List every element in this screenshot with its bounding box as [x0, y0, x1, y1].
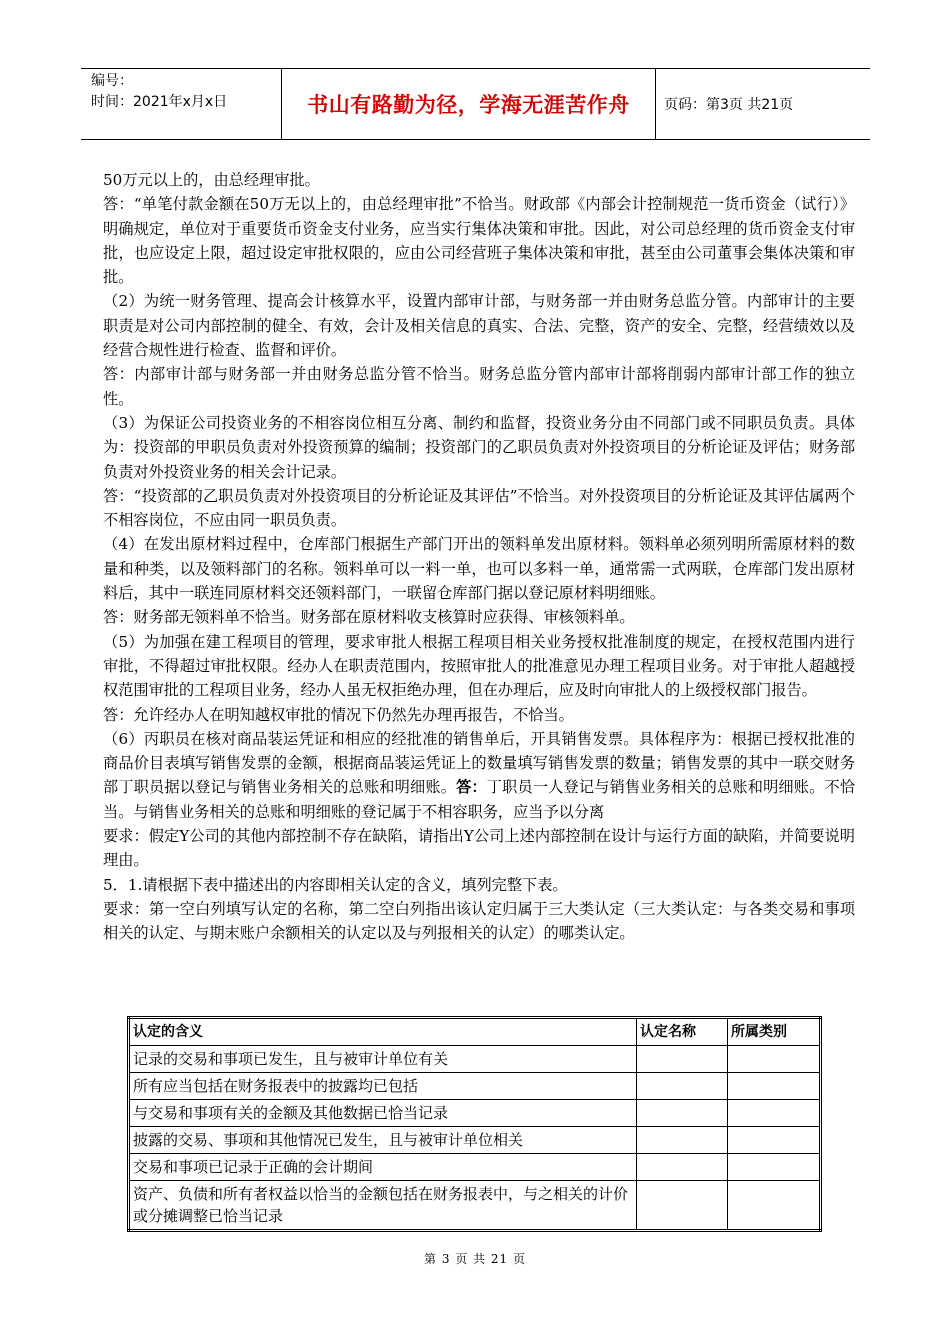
table-cell-name	[637, 1127, 728, 1154]
table-cell-category	[728, 1127, 821, 1154]
table-cell-category	[728, 1073, 821, 1100]
header-page-label: 页码：第3页 共21页	[664, 97, 794, 113]
paragraph: 答：财务部无领料单不恰当。财务部在原材料收支核算时应获得、审核领料单。	[103, 608, 635, 627]
paragraph: （2）为统一财务管理、提高会计核算水平，设置内部审计部，与财务部一并由财务总监分管。内部审计的主要职责是对公司内部控制的健全、有效，会计及相关信息的真实、合法、完整，资产的安全、完整，经营绩效以及经营合规性进行检查、监督和评价。	[103, 292, 855, 360]
table-row	[129, 1154, 821, 1181]
assertions-table	[127, 1016, 822, 1232]
paragraph: 要求：假定Y公司的其他内部控制不存在缺陷，请指出Y公司上述内部控制在设计与运行方面的缺陷，并简要说明理由。	[103, 827, 855, 870]
table-header-meaning: 认定的含义	[129, 1018, 637, 1046]
table-header-category: 所属类别	[728, 1018, 821, 1046]
table-row	[129, 1100, 821, 1127]
table-cell-meaning: 交易和事项已记录于正确的会计期间	[129, 1154, 637, 1181]
table-header-row	[129, 1018, 821, 1046]
paragraph: 答：允许经办人在明知越权审批的情况下仍然先办理再报告，不恰当。	[103, 705, 574, 724]
table-cell-category	[728, 1046, 821, 1073]
paragraph: 答：“单笔付款金额在50万无以上的，由总经理审批”不恰当。财政部《内部会计控制规范一货币资金（试行）》明确规定，单位对于重要货币资金支付业务，应当实行集体决策和审批。因此，对公司总经理的货币资金支付审批，也应设定上限，超过设定审批权限的，应由公司经营班子集体决策和审批，甚至由公司董事会集体决策和审批。	[103, 195, 855, 287]
table-cell-category	[728, 1154, 821, 1181]
table-cell-name	[637, 1181, 728, 1231]
paragraph-6	[103, 727, 855, 824]
table-row	[129, 1181, 821, 1231]
table-cell-meaning: 与交易和事项有关的金额及其他数据已恰当记录	[129, 1100, 637, 1127]
document-number-label: 编号：	[91, 73, 133, 89]
document-body	[103, 168, 855, 946]
paragraph: （5）为加强在建工程项目的管理，要求审批人根据工程项目相关业务授权批准制度的规定，在授权范围内进行审批，不得超过审批权限。经办人在职责范围内，按照审批人的批准意见办理工程项目业务。对于审批人超越授权范围审批的工程项目业务，经办人虽无权拒绝办理，但在办理后，应及时向审批人的上级授权部门报告。	[103, 632, 855, 700]
paragraph: 答：“投资部的乙职员负责对外投资项目的分析论证及其评估”不恰当。对外投资项目的分析论证及其评估属两个不相容岗位，不应由同一职员负责。	[103, 486, 855, 530]
page-header	[81, 68, 870, 140]
header-meta	[81, 69, 282, 139]
table-cell-name	[637, 1073, 728, 1100]
table-cell-meaning: 披露的交易、事项和其他情况已发生，且与被审计单位相关	[129, 1127, 637, 1154]
paragraph: 50万元以上的，由总经理审批。	[103, 171, 320, 189]
paragraph: 要求：第一空白列填写认定的名称，第二空白列指出该认定归属于三大类认定（三大类认定：与各类交易和事项相关的认定、与期末账户余额相关的认定以及与列报相关的认定）的哪类认定。	[103, 899, 855, 943]
paragraph: （4）在发出原材料过程中，仓库部门根据生产部门开出的领料单发出原材料。领料单必须列明所需原材料的数量和种类，以及领料部门的名称。领料单可以一料一单，也可以多料一单，通常需一式两联，仓库部门发出原材料后，其中一联连同原材料交还领料部门，一联留仓库部门据以登记原材料明细账。	[103, 535, 855, 603]
paragraph: 5．1.请根据下表中描述出的内容即相关认定的含义，填列完整下表。	[103, 875, 568, 894]
paragraph: （3）为保证公司投资业务的不相容岗位相互分离、制约和监督，投资业务分由不同部门或不同职员负责。具体为：投资部的甲职员负责对外投资预算的编制；投资部门的乙职员负责对外投资项目的分析论证及评估；财务部负责对外投资业务的相关会计记录。	[103, 413, 855, 481]
table-cell-category	[728, 1100, 821, 1127]
table-row	[129, 1127, 821, 1154]
table-header-name: 认定名称	[637, 1018, 728, 1046]
table-row	[129, 1046, 821, 1073]
table-cell-meaning: 记录的交易和事项已发生，且与被审计单位有关	[129, 1046, 637, 1073]
paragraph-6-text: （6）丙职员在核对商品装运凭证和相应的经批准的销售单后，开具销售发票。具体程序为：根据已授权批准的商品价目表填写销售发票的金额，根据商品装运凭证上的数量填写销售发票的数量；销售发票的其中一联交财务部丁职员据以登记与销售业务相关的总账和明细账。	[103, 729, 855, 797]
page-footer: 第 3 页 共 21 页	[424, 1252, 526, 1266]
table-cell-meaning: 所有应当包括在财务报表中的披露均已包括	[129, 1073, 637, 1100]
table-row	[129, 1073, 821, 1100]
table-cell-category	[728, 1181, 821, 1231]
paragraph: 答：内部审计部与财务部一并由财务总监分管不恰当。财务总监分管内部审计部将削弱内部审计部工作的独立性。	[103, 365, 855, 408]
table-cell-name	[637, 1154, 728, 1181]
document-time-label: 时间：2021年x月x日	[91, 94, 228, 110]
table-cell-meaning: 资产、负债和所有者权益以恰当的金额包括在财务报表中，与之相关的计价或分摊调整已恰当记录	[129, 1181, 637, 1231]
paragraph-6-answer: 丁职员一人登记与销售业务相关的总账和明细账。不恰当。与销售业务相关的总账和明细账的登记属于不相容职务，应当予以分离	[103, 778, 856, 821]
table-cell-name	[637, 1046, 728, 1073]
paragraph-6-answer-label: 答：	[456, 778, 487, 797]
header-motto: 书山有路勤为径，学海无涯苦作舟	[282, 69, 656, 139]
table-cell-name	[637, 1100, 728, 1127]
